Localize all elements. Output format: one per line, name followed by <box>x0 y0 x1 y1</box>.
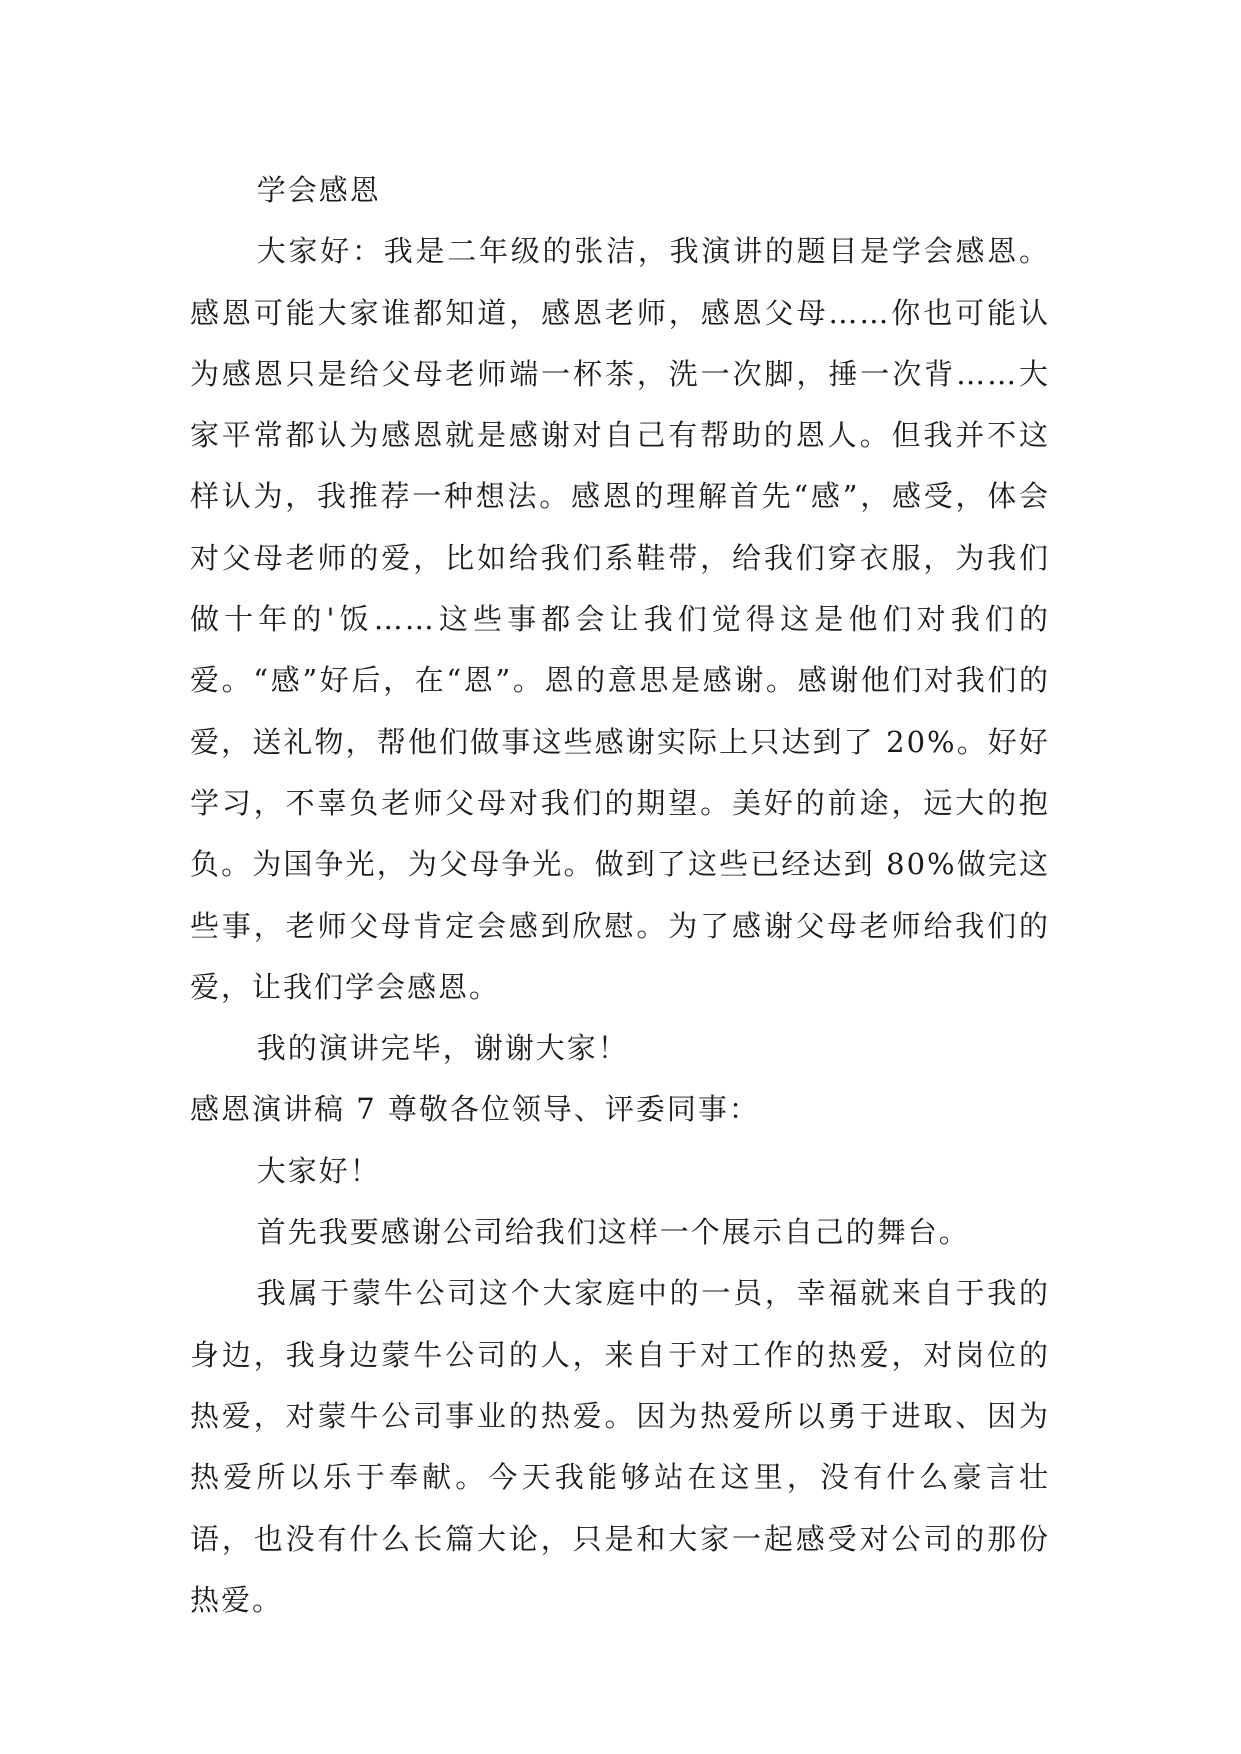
speech-closing: 我的演讲完毕，谢谢大家！ <box>256 1031 629 1066</box>
speech-body-paragraph: 大家好：我是二年级的张洁，我演讲的题目是学会感恩。感恩可能大家谁都知道，感恩老师，感恩父母……你也可能认为感恩只是给父母老师端一杯茶，洗一次脚，捶一次背……大家平常都认为感恩就是感谢对自己有帮助的恩人。但我并不这样认为，我推荐一种想法。感恩的理解首先“感”，感受，体会对父母老师的爱，比如给我们系鞋带，给我们穿衣服，为我们做十年的'饭……这些事都会让我们觉得这是他们对我们的爱。“感”好后，在“恩”。恩的意思是感谢。感谢他们对我们的爱，送礼物，帮他们做事这些感谢实际上只达到了 20%。好好学习，不辜负老师父母对我们的期望。美好的前途，远大的抱负。为国争光，为父母争光。做到了这些已经达到 80%做完这些事，老师父母肯定会感到欣慰。为了感谢父母老师给我们的爱，让我们学会感恩。 <box>190 234 1050 1004</box>
second-speech-heading: 感恩演讲稿 7 尊敬各位领导、评委同事： <box>190 1092 760 1127</box>
company-paragraph: 我属于蒙牛公司这个大家庭中的一员，幸福就来自于我的身边，我身边蒙牛公司的人，来自于对工作的热爱，对岗位的热爱，对蒙牛公司事业的热爱。因为热爱所以勇于进取、因为热爱所以乐于奉献。今天我能够站在这里，没有什么豪言壮语，也没有什么长篇大论，只是和大家一起感受对公司的那份热爱。 <box>190 1276 1050 1617</box>
speech-title: 学会感恩 <box>256 173 381 207</box>
greeting-paragraph: 大家好！ <box>256 1153 381 1188</box>
thanks-paragraph: 首先我要感谢公司给我们这样一个展示自己的舞台。 <box>256 1215 970 1250</box>
document-body <box>190 160 1050 1631</box>
